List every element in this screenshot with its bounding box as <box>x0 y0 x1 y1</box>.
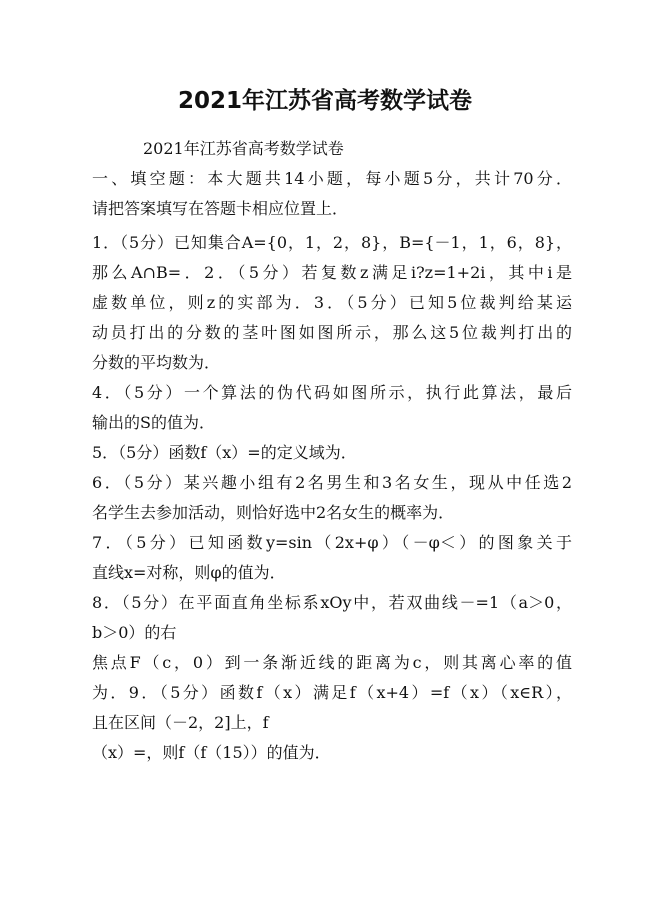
document-title: 2021年江苏省高考数学试卷 <box>177 88 472 114</box>
text-line: 7．（5分）已知函数y=sin（2x+φ）（－φ＜）的图象关于 <box>92 533 572 552</box>
text-line: 4．（5分）一个算法的伪代码如图所示，执行此算法，最后 <box>92 383 572 402</box>
text-line: 8．（5分）在平面直角坐标系xOy中，若双曲线－=1（a＞0， <box>92 593 572 612</box>
text-line: 且在区间（－2，2]上，f <box>92 713 269 732</box>
question-6 <box>92 468 572 528</box>
text-line: 一、填空题：本大题共14小题，每小题5分，共计70分． <box>92 169 572 188</box>
text-line: 输出的S的值为． <box>92 413 215 432</box>
question-4 <box>92 378 572 438</box>
text-line: 5．（5分）函数f（x）=的定义域为． <box>92 443 357 462</box>
text-line: b＞0）的右 <box>92 623 177 642</box>
text-line: 那么A∩B=．2．（5分）若复数z满足i?z=1+2i，其中i是 <box>92 263 572 282</box>
text-line: 名学生去参加活动，则恰好选中2名女生的概率为． <box>92 503 455 522</box>
text-line: 为．9．（5分）函数f（x）满足f（x+4）=f（x）（x∈R）， <box>92 683 572 702</box>
text-line: 6．（5分）某兴趣小组有2名男生和3名女生，现从中任选2 <box>92 473 572 492</box>
question-7 <box>92 528 572 588</box>
text-line: 请把答案填写在答题卡相应位置上． <box>92 199 349 218</box>
text-line: 虚数单位，则z的实部为．3．（5分）已知5位裁判给某运 <box>92 293 572 312</box>
text-line: 分数的平均数为． <box>92 353 221 372</box>
text-line: 1．（5分）已知集合A={0，1，2，8}，B={－1，1，6，8}， <box>92 233 572 252</box>
text-line: 直线x=对称，则φ的值为． <box>92 563 286 582</box>
question-8 <box>92 588 572 768</box>
document-subtitle: 2021年江苏省高考数学试卷 <box>143 139 344 158</box>
text-line: 动员打出的分数的茎叶图如图所示，那么这5位裁判打出的 <box>92 323 572 342</box>
section-intro <box>92 164 572 224</box>
text-line: 焦点F（c，0）到一条渐近线的距离为c，则其离心率的值 <box>92 653 572 672</box>
text-line: （x）=，则f（f（15））的值为． <box>92 743 331 762</box>
document-body <box>92 134 572 768</box>
question-5 <box>92 438 572 468</box>
questions-1-3 <box>92 228 572 378</box>
